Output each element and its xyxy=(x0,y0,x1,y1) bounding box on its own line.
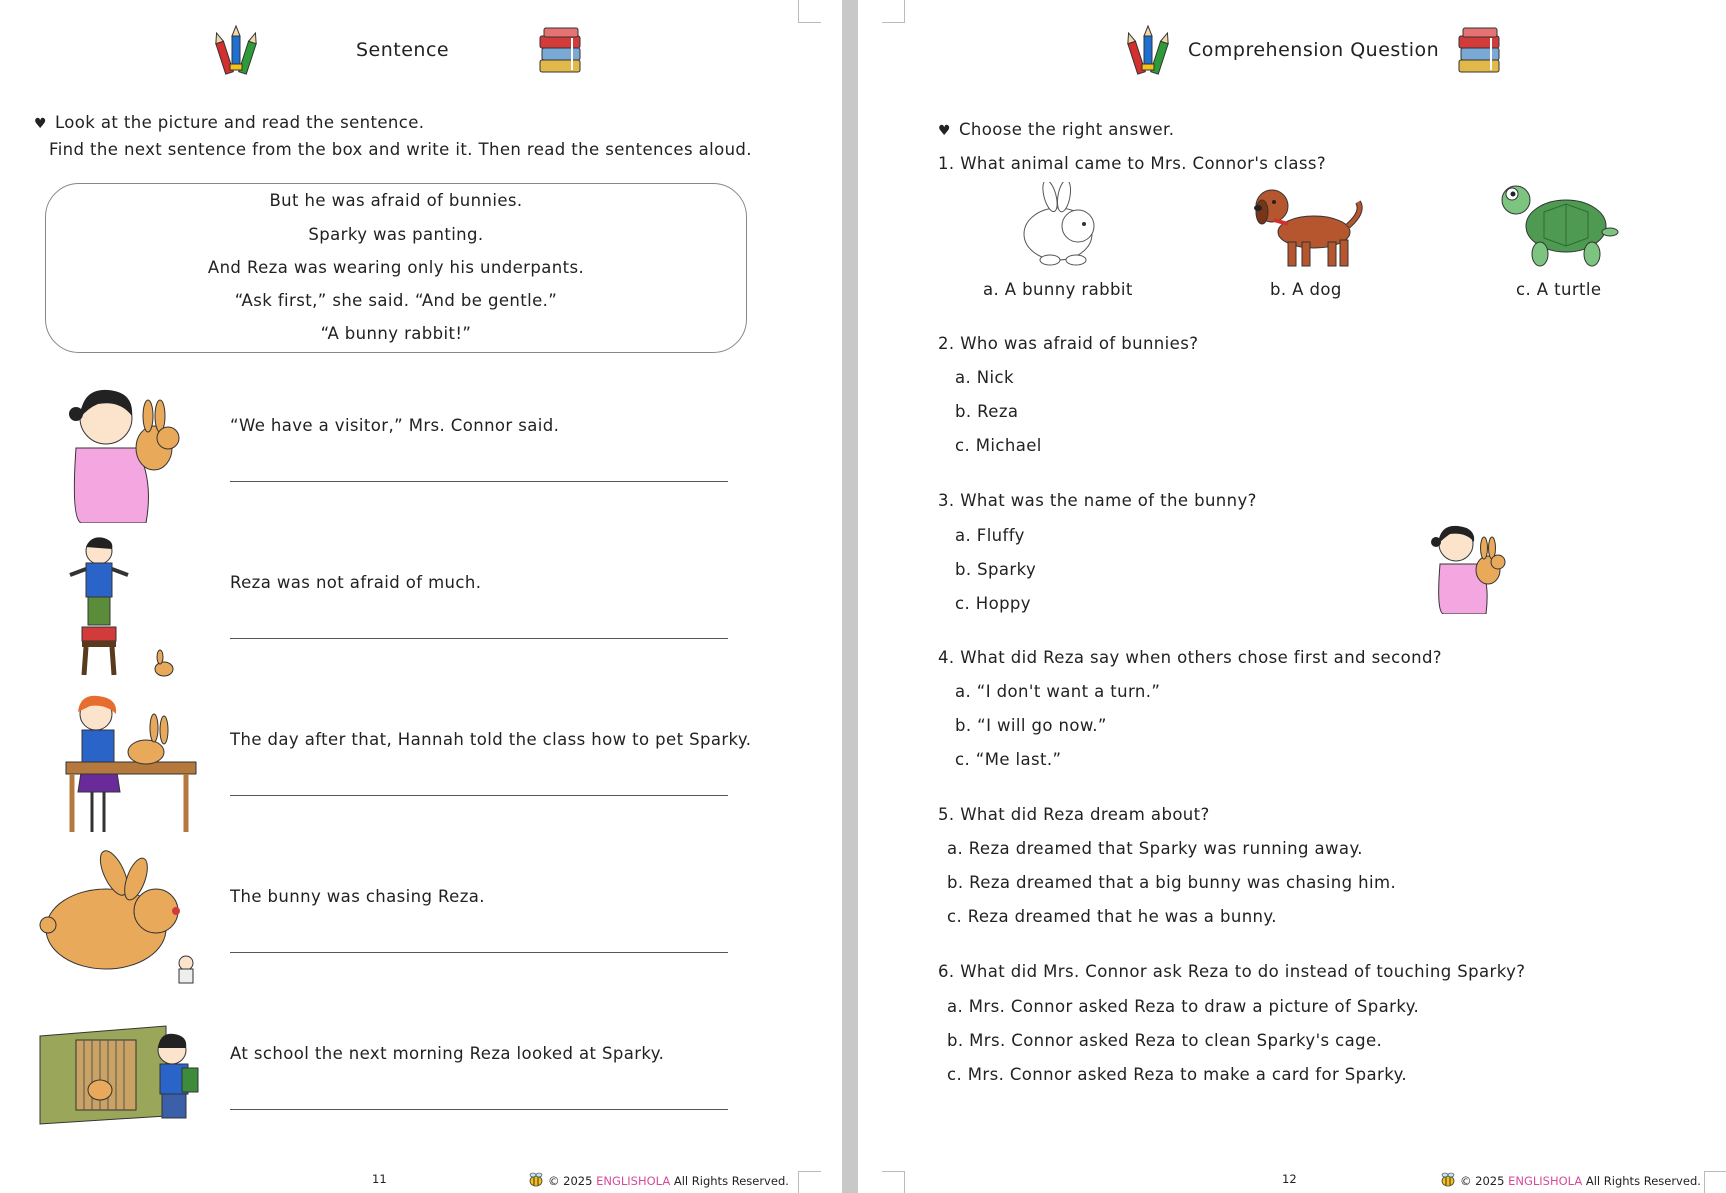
boy-on-stool-icon xyxy=(36,535,206,680)
answer-line[interactable] xyxy=(230,481,728,482)
crop-mark xyxy=(1704,1171,1726,1193)
giant-bunny-chasing-boy-icon xyxy=(36,849,206,994)
question-4: 4. What did Reza say when others chose first and second? xyxy=(938,648,1442,667)
bunny-rabbit-icon xyxy=(1010,182,1110,270)
answer-option[interactable]: a. “I don't want a turn.” xyxy=(955,682,1161,701)
answer-option[interactable]: c. Hoppy xyxy=(955,594,1031,613)
answer-option[interactable]: b. A dog xyxy=(1270,280,1342,299)
copyright-footer: © 2025 ENGLISHOLA All Rights Reserved. xyxy=(1440,1172,1701,1188)
box-sentence: Sparky was panting. xyxy=(308,225,484,244)
sentence-box xyxy=(45,183,747,353)
page-number: 11 xyxy=(372,1172,387,1186)
answer-option[interactable]: b. Mrs. Connor asked Reza to clean Sparky's cage. xyxy=(947,1031,1383,1050)
answer-option[interactable]: b. Reza dreamed that a big bunny was chasing him. xyxy=(947,873,1397,892)
exercise-row xyxy=(0,692,842,842)
exercise-sentence: The day after that, Hannah told the class how to pet Sparky. xyxy=(230,730,752,749)
heart-icon: ♥ xyxy=(938,123,951,139)
crop-mark xyxy=(882,0,905,23)
page-title: Comprehension Question xyxy=(1188,39,1440,61)
question-6: 6. What did Mrs. Connor ask Reza to do instead of touching Sparky? xyxy=(938,962,1526,981)
colored-pencils-icon xyxy=(1124,24,1172,76)
instruction-line-1: ♥ Look at the picture and read the sentence. xyxy=(34,113,425,132)
instruction-line-2: Find the next sentence from the box and write it. Then read the sentences aloud. xyxy=(49,140,752,159)
books-stack-icon xyxy=(536,24,584,76)
copyright-footer: © 2025 ENGLISHOLA All Rights Reserved. xyxy=(528,1172,789,1188)
turtle-icon xyxy=(1494,182,1620,270)
box-sentence: But he was afraid of bunnies. xyxy=(269,191,523,210)
answer-option[interactable]: a. Nick xyxy=(955,368,1014,387)
heart-icon: ♥ xyxy=(34,116,47,132)
page-header xyxy=(1124,24,1503,76)
bee-logo-icon xyxy=(528,1172,544,1188)
bee-logo-icon xyxy=(1440,1172,1456,1188)
question-1: 1. What animal came to Mrs. Connor's class? xyxy=(938,154,1327,173)
girl-holding-bunny-icon xyxy=(1420,520,1516,614)
crop-mark xyxy=(882,1171,905,1193)
answer-option[interactable]: b. “I will go now.” xyxy=(955,716,1107,735)
girl-holding-bunny-icon xyxy=(36,378,206,523)
instruction-line: ♥ Choose the right answer. xyxy=(938,120,1175,139)
exercise-sentence: “We have a visitor,” Mrs. Connor said. xyxy=(230,416,560,435)
answer-line[interactable] xyxy=(230,952,728,953)
page-title: Sentence xyxy=(356,39,450,61)
exercise-row xyxy=(0,378,842,528)
question-5: 5. What did Reza dream about? xyxy=(938,805,1210,824)
answer-option[interactable]: a. Fluffy xyxy=(955,526,1025,545)
answer-option[interactable]: c. “Me last.” xyxy=(955,750,1062,769)
question-2: 2. Who was afraid of bunnies? xyxy=(938,334,1199,353)
answer-line[interactable] xyxy=(230,795,728,796)
exercise-row xyxy=(0,849,842,999)
answer-option[interactable]: c. Michael xyxy=(955,436,1042,455)
brand-name: ENGLISHOLA xyxy=(596,1174,671,1188)
exercise-sentence: The bunny was chasing Reza. xyxy=(230,887,485,906)
answer-option[interactable]: c. A turtle xyxy=(1516,280,1602,299)
colored-pencils-icon xyxy=(212,24,260,76)
exercise-sentence: Reza was not afraid of much. xyxy=(230,573,482,592)
girl-petting-bunny-icon xyxy=(36,692,206,837)
worksheet-page-left xyxy=(0,0,842,1193)
crop-mark xyxy=(798,0,821,23)
question-3: 3. What was the name of the bunny? xyxy=(938,491,1257,510)
answer-option[interactable]: a. Mrs. Connor asked Reza to draw a picture of Sparky. xyxy=(947,997,1420,1016)
exercise-sentence: At school the next morning Reza looked at Sparky. xyxy=(230,1044,665,1063)
crop-mark xyxy=(798,1171,821,1193)
answer-line[interactable] xyxy=(230,1109,728,1110)
answer-option[interactable]: a. Reza dreamed that Sparky was running away. xyxy=(947,839,1363,858)
brand-name: ENGLISHOLA xyxy=(1508,1174,1583,1188)
dog-icon xyxy=(1248,182,1366,270)
page-header xyxy=(212,24,584,76)
books-stack-icon xyxy=(1455,24,1503,76)
worksheet-page-right xyxy=(858,0,1726,1193)
box-sentence: And Reza was wearing only his underpants. xyxy=(207,258,585,277)
box-sentence: “A bunny rabbit!” xyxy=(320,324,472,343)
page-number: 12 xyxy=(1282,1172,1297,1186)
box-sentence: “Ask first,” she said. “And be gentle.” xyxy=(234,291,558,310)
answer-line[interactable] xyxy=(230,638,728,639)
answer-option[interactable]: a. A bunny rabbit xyxy=(983,280,1133,299)
exercise-row xyxy=(0,1006,842,1156)
answer-option[interactable]: c. Reza dreamed that he was a bunny. xyxy=(947,907,1277,926)
boy-at-bunny-cage-icon xyxy=(36,1006,206,1151)
answer-option[interactable]: b. Sparky xyxy=(955,560,1037,579)
exercise-row xyxy=(0,535,842,685)
answer-option[interactable]: c. Mrs. Connor asked Reza to make a card for Sparky. xyxy=(947,1065,1408,1084)
answer-option[interactable]: b. Reza xyxy=(955,402,1019,421)
